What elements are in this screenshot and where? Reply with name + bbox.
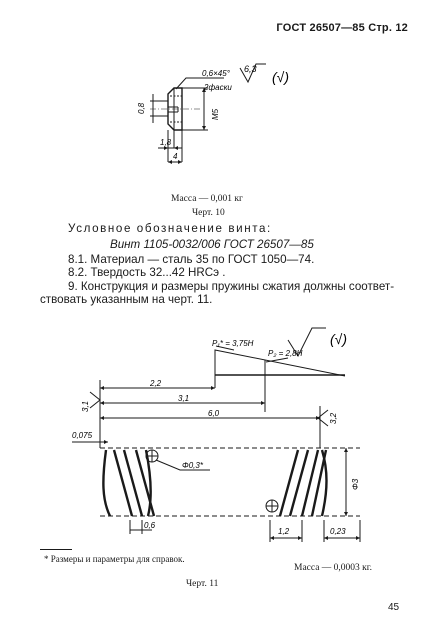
dim-pitch: 0,6 [144,521,156,530]
dim-diameter: Φ3 [351,478,360,490]
force-p1: P₁* = 3,75Н [212,339,254,348]
footnote-rule [40,549,72,550]
footnote: * Размеры и параметры для справок. [44,554,185,564]
spring-mass: Масса — 0,0003 кг. [294,563,372,573]
item-8-2: 8.2. Твердость 32...42 HRCэ . [68,266,226,279]
spring-drawing [60,320,380,550]
force-p2: P₂ = 2,8Н [268,349,303,358]
surface-mark: 6,3 [244,64,257,74]
figure-10-caption: Черт. 10 [192,208,225,218]
dim-length: 4 [173,152,178,161]
figure-11-caption: Черт. 11 [186,579,219,589]
dim-wire: Φ0,3* [182,461,203,470]
dim-thread: М5 [211,108,220,120]
chamfer-note: 2фаски [204,83,232,92]
item-9-line1: 9. Конструкция и размеры пружины сжатия должны соответ- [68,280,395,293]
item-8-1: 8.1. Материал — сталь 35 по ГОСТ 1050—74. [68,253,315,266]
dim-1-2: 1,2 [278,527,290,536]
screw-mass: Масса — 0,001 кг [171,194,243,204]
dim-3-1: 3,1 [178,394,190,403]
chamfer-label: 0,6×45° [202,69,230,78]
surface-tick-icon: (√) [330,331,348,347]
dim-width: 1,8 [160,138,172,147]
dim-6-0: 6,0 [208,409,220,418]
screw-drawing [120,60,300,180]
designation-label: Условное обозначение винта: [68,222,272,235]
dim-0-23: 0,23 [330,527,346,536]
surface-tick-icon: (√) [272,69,290,85]
page-header: ГОСТ 26507—85 Стр. 12 [276,22,408,34]
dim-right-height: 3,2 [329,412,338,424]
designation-value: Винт 1105-0032/006 ГОСТ 26507—85 [110,238,314,251]
dim-0-075: 0,075 [72,431,93,440]
item-9-line2: ствовать указанным на черт. 11. [40,293,213,306]
dim-height: 0,8 [137,102,146,114]
dim-left-height: 3,1 [81,400,90,412]
dim-2-2: 2,2 [150,379,162,388]
page-number: 45 [388,602,400,613]
